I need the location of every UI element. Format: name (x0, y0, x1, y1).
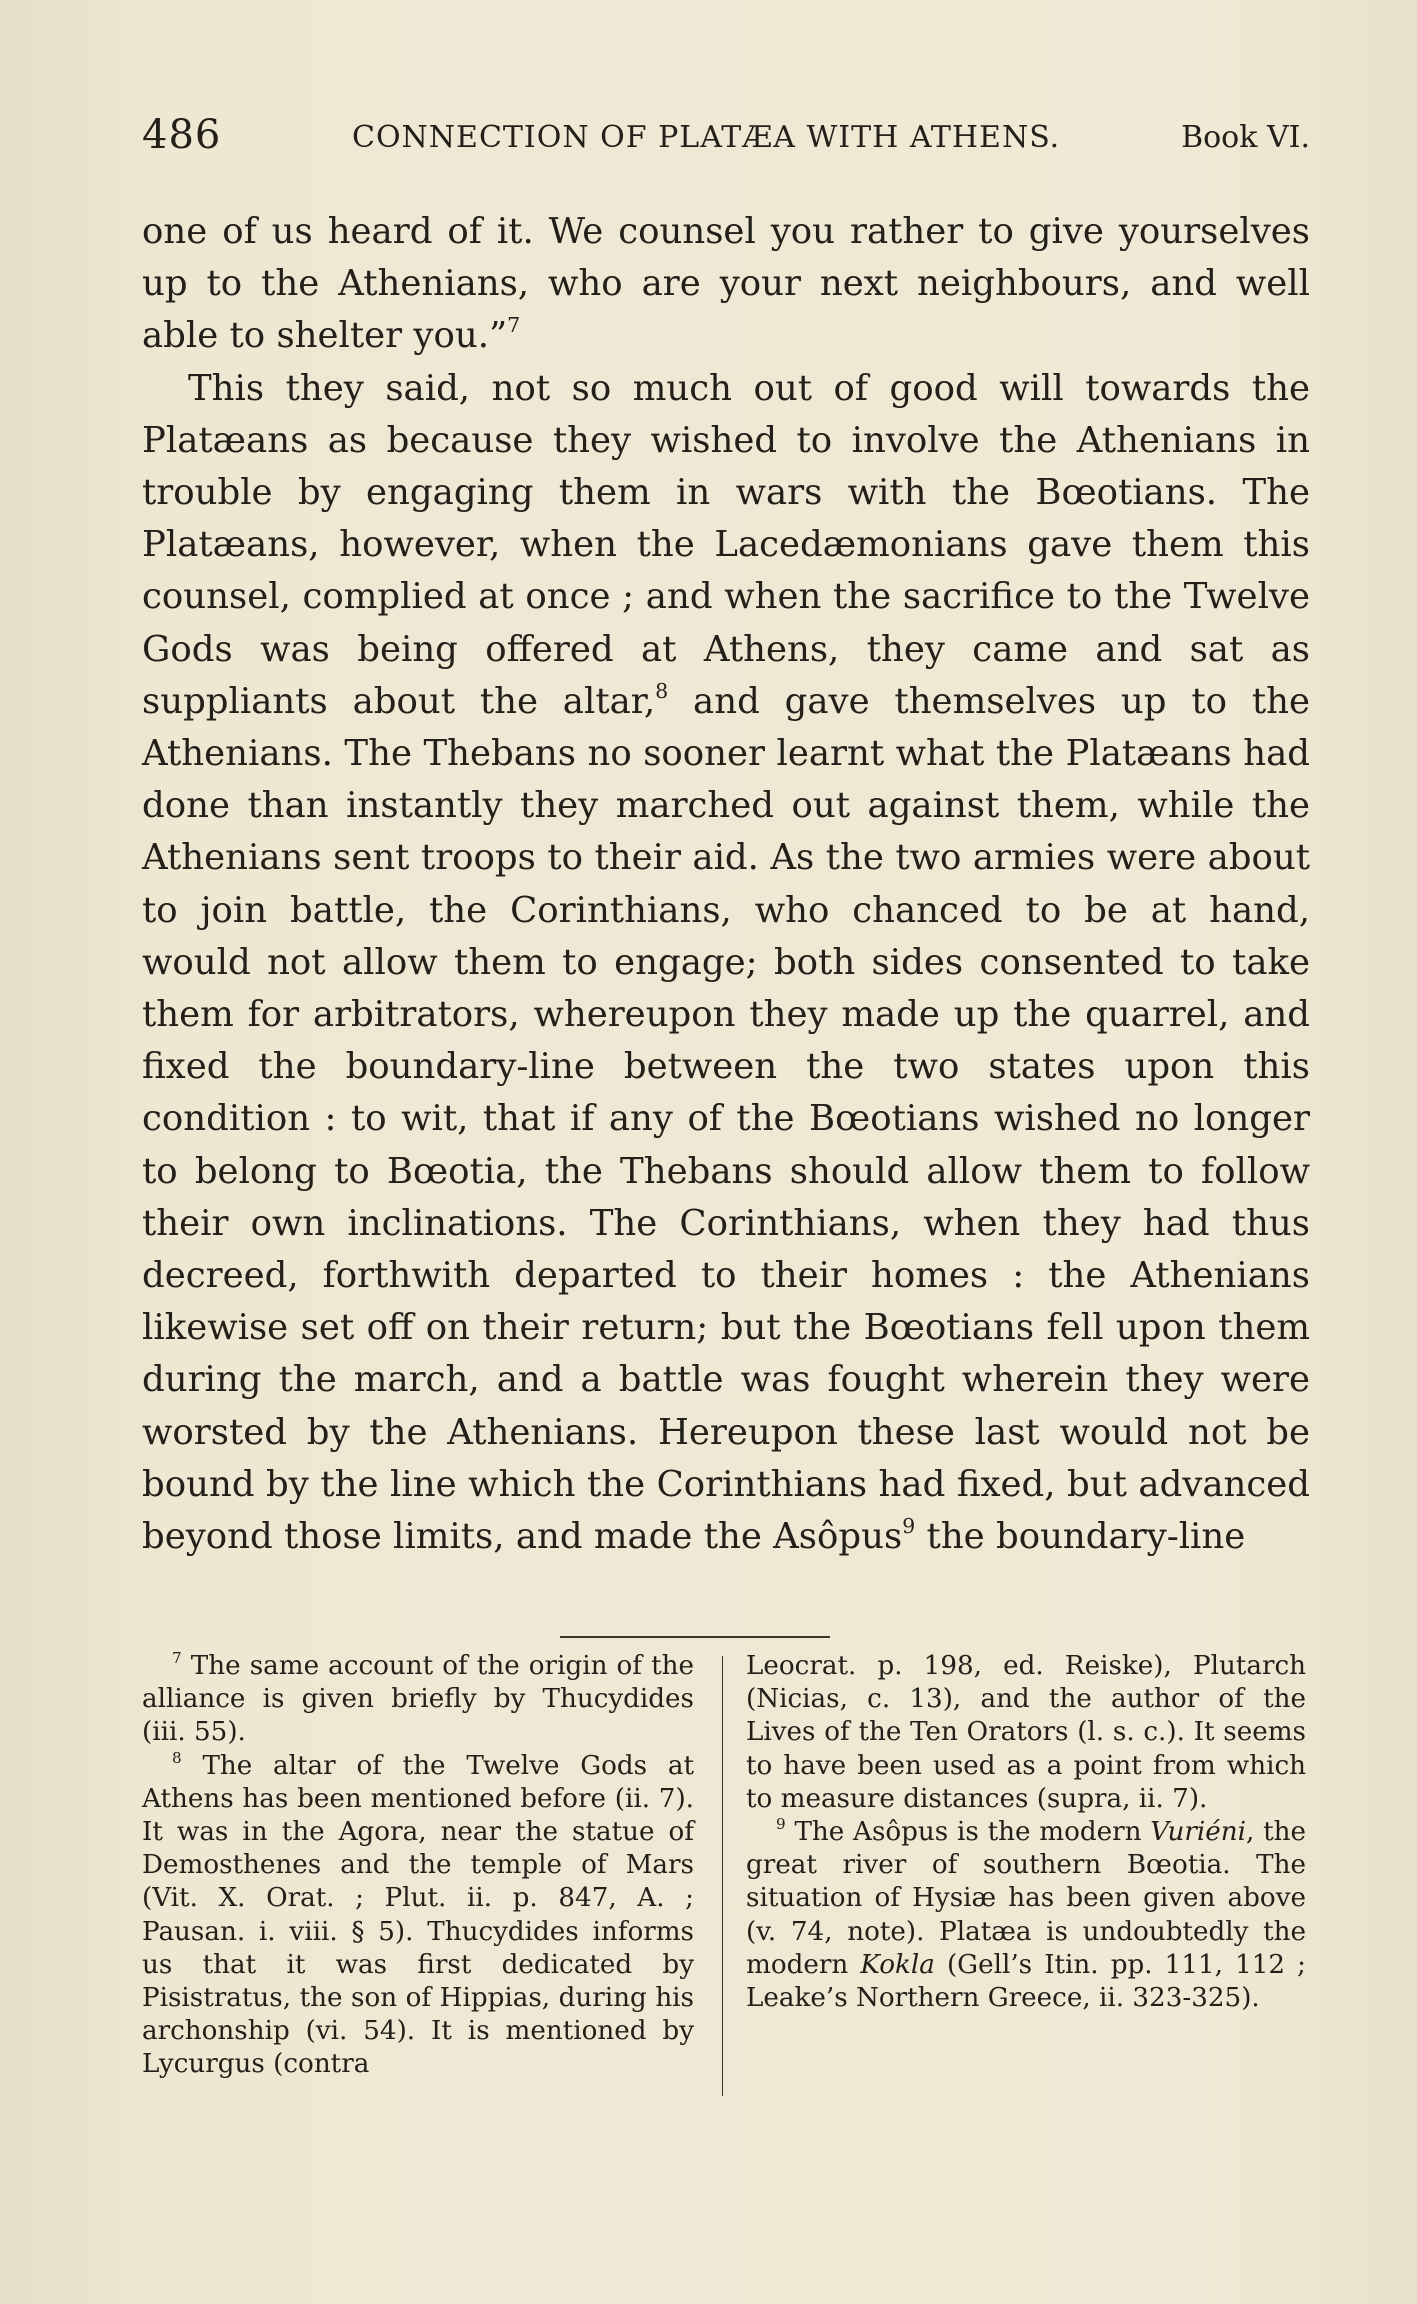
paragraph (142, 206, 1310, 363)
page-number: 486 (142, 112, 222, 158)
footnote-text: The Asôpus is the modern (785, 1817, 1151, 1848)
footnote-8-continued (746, 1650, 1306, 1816)
running-head (142, 112, 1310, 172)
running-title: CONNECTION OF PLATÆA WITH ATHENS. (352, 120, 1061, 155)
footnote-marker: 9 (776, 1815, 786, 1834)
footnotes-right-column (746, 1650, 1306, 2015)
footnote-italic: Vuriéni (1150, 1817, 1246, 1848)
book-label: Book VI. (1181, 120, 1310, 155)
footnote-7 (142, 1650, 694, 1750)
footnote-text: Leocrat. p. 198, ed. Reiske), Plutarch (Nicias, c. 13), and the author of the Lives of the Ten Orators (l. s. c.). It seems to have been used as a point from which to measure distances (supra, ii. 7). (746, 1651, 1306, 1814)
footnote-marker: 8 (172, 1748, 182, 1767)
paragraph-text: the boundary-line (915, 1516, 1246, 1558)
footnote-text: , the great river of southern Bœotia. The situation of Hysiæ has been given above (v. 74, note). Platæa is undoubtedly the modern (746, 1817, 1306, 1980)
footnote-marker: 7 (172, 1649, 182, 1668)
paragraph-text: one of us heard of it. We counsel you rather to give yourselves up to the Athenians, who are your next neighbours, and well able to shelter you.” (142, 211, 1310, 357)
footnotes-left-column (142, 1650, 694, 2082)
footnote-rule (560, 1636, 830, 1638)
footnote-text: The same account of the origin of the alliance is given briefly by Thucydides (iii. 55). (142, 1651, 694, 1748)
footnote-column-divider (722, 1656, 723, 2096)
footnote-8 (142, 1750, 694, 2082)
footnote-text: (Gell’s Itin. pp. 111, 112 ; Leake’s Northern Greece, ii. 323-325). (746, 1949, 1306, 2014)
footnote-italic: Kokla (860, 1949, 935, 1980)
footnote-ref-7[interactable]: 7 (507, 313, 521, 338)
footnote-ref-8[interactable]: 8 (655, 679, 669, 704)
footnote-9 (746, 1816, 1306, 2015)
paragraph-text: and gave themselves up to the Athenians. The Thebans no sooner learnt what the Platæans had done than instantly they marched out against them, while the Athenians sent troops to their aid. As the two armies were about to join battle, the Corinthians, who chanced to be at hand, would not allow them to engage; both sides consented to take them for arbitrators, whereupon they made up the quarrel, and fixed the boundary-line between the two states upon this condition : to wit, that if any of the Bœotians wished no longer to belong to Bœotia, the Thebans should allow them to follow their own inclinations. The Corinthians, when they had thus decreed, forthwith departed to their homes : the Athenians likewise set off on their return; but the Bœotians fell upon them during the march, and a battle was fought wherein they were worsted by the Athenians. Hereupon these last would not be bound by the line which the Corinthians had fixed, but advanced beyond those limits, and made the Asôpus (142, 680, 1310, 1558)
footnote-ref-9[interactable]: 9 (902, 1514, 916, 1539)
paragraph-text: This they said, not so much out of good will towards the Platæans as because they wished to involve the Athenians in trouble by engaging them in wars with the Bœotians. The Platæans, however, when the Lacedæmonians gave them this counsel, complied at once ; and when the sacrifice to the Twelve Gods was being offered at Athens, they came and sat as suppliants about the altar, (142, 367, 1310, 722)
footnote-text: The altar of the Twelve Gods at Athens has been mentioned before (ii. 7). It was in the Agora, near the statue of Demosthenes and the temple of Mars (Vit. X. Orat. ; Plut. ii. p. 847, A. ; Pausan. i. viii. § 5). Thucydides informs us that it was first dedicated by Pisistratus, the son of Hippias, during his archonship (vi. 54). It is mentioned by Lycurgus (contra (142, 1750, 694, 2080)
main-text (142, 206, 1310, 1563)
paragraph (142, 363, 1310, 1564)
